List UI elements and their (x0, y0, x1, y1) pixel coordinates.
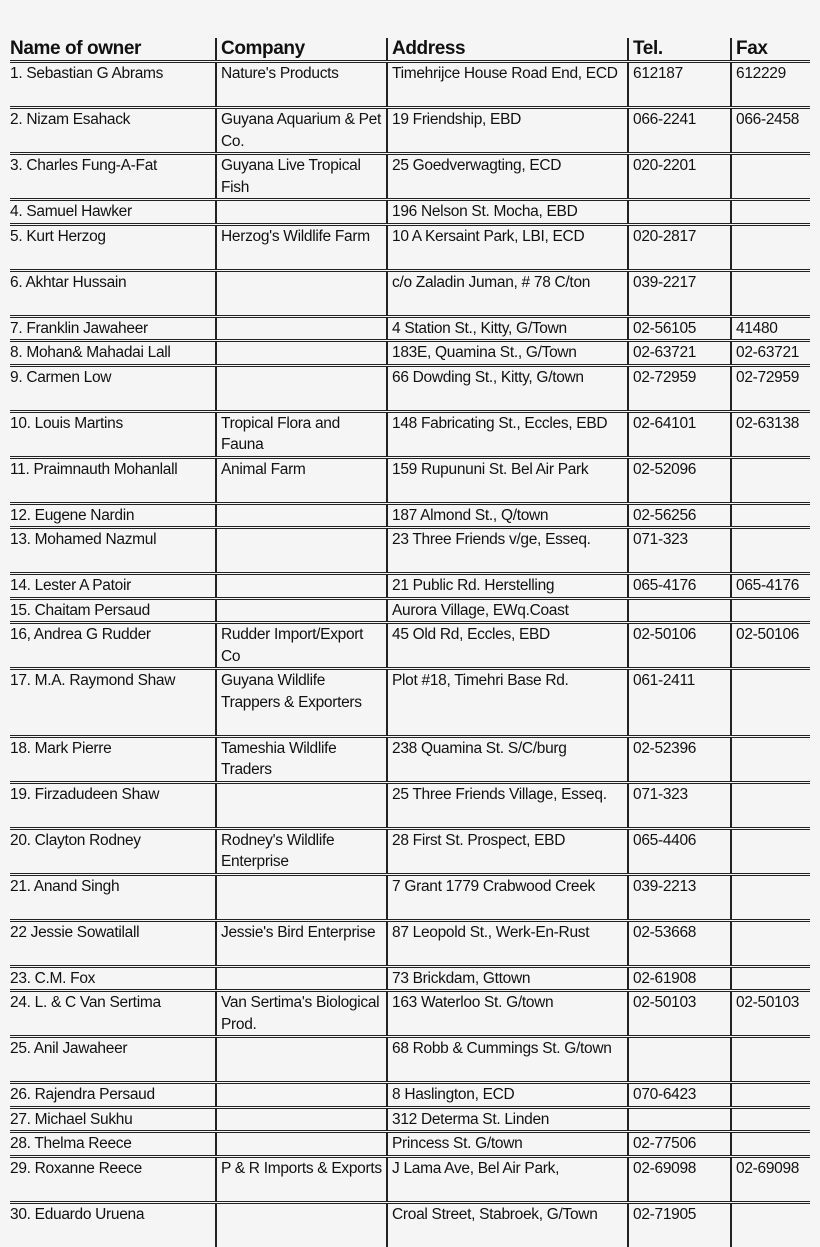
cell-tel: 02-72959 (628, 365, 731, 411)
cell-company: Van Sertima's Biological Prod. (216, 991, 387, 1037)
cell-company: Guyana Aquarium & Pet Co. (216, 108, 387, 154)
cell-company: Jessie's Bird Enterprise (216, 920, 387, 966)
header-tel: Tel. (628, 38, 731, 62)
table-row (10, 1083, 810, 1108)
cell-fax (731, 154, 810, 200)
cell-name: 23. C.M. Fox (10, 966, 216, 991)
cell-name: 25. Anil Jawaheer (10, 1037, 216, 1083)
cell-tel: 071-323 (628, 528, 731, 574)
cell-company (216, 270, 387, 316)
cell-fax (731, 270, 810, 316)
cell-fax: 02-63138 (731, 411, 810, 457)
cell-tel: 02-69098 (628, 1156, 731, 1202)
cell-name: 8. Mohan& Mahadai Lall (10, 341, 216, 366)
cell-company (216, 874, 387, 920)
table-row (10, 200, 810, 225)
cell-name: 2. Nizam Esahack (10, 108, 216, 154)
table-row (10, 874, 810, 920)
cell-fax (731, 503, 810, 528)
cell-address: 25 Three Friends Village, Esseq. (387, 782, 628, 828)
cell-name: 14. Lester A Patoir (10, 574, 216, 599)
table-row (10, 1202, 810, 1247)
cell-fax (731, 528, 810, 574)
cell-name: 28. Thelma Reece (10, 1132, 216, 1157)
cell-address: 28 First St. Prospect, EBD (387, 828, 628, 874)
cell-company (216, 574, 387, 599)
cell-address: 7 Grant 1779 Crabwood Creek (387, 874, 628, 920)
cell-name: 24. L. & C Van Sertima (10, 991, 216, 1037)
table-row (10, 669, 810, 737)
cell-company: Nature's Products (216, 62, 387, 108)
cell-fax (731, 1107, 810, 1132)
cell-address: 73 Brickdam, Gttown (387, 966, 628, 991)
cell-address: 10 A Kersaint Park, LBI, ECD (387, 224, 628, 270)
cell-fax (731, 782, 810, 828)
table-row (10, 966, 810, 991)
cell-tel: 065-4176 (628, 574, 731, 599)
cell-company: Tameshia Wildlife Traders (216, 736, 387, 782)
cell-name: 6. Akhtar Hussain (10, 270, 216, 316)
table-row (10, 574, 810, 599)
cell-company (216, 1132, 387, 1157)
cell-company (216, 503, 387, 528)
cell-name: 1. Sebastian G Abrams (10, 62, 216, 108)
cell-company (216, 200, 387, 225)
cell-tel: 070-6423 (628, 1083, 731, 1108)
cell-fax: 612229 (731, 62, 810, 108)
cell-fax: 02-63721 (731, 341, 810, 366)
cell-fax (731, 669, 810, 737)
table-row (10, 365, 810, 411)
header-address: Address (387, 38, 628, 62)
cell-address: 4 Station St., Kitty, G/Town (387, 316, 628, 341)
table-row (10, 108, 810, 154)
cell-fax (731, 598, 810, 623)
table-body (10, 62, 810, 1247)
cell-tel: 061-2411 (628, 669, 731, 737)
cell-address: Aurora Village, EWq.Coast (387, 598, 628, 623)
cell-name: 20. Clayton Rodney (10, 828, 216, 874)
cell-name: 19. Firzadudeen Shaw (10, 782, 216, 828)
cell-company (216, 782, 387, 828)
table-row (10, 411, 810, 457)
cell-fax (731, 874, 810, 920)
cell-tel: 02-61908 (628, 966, 731, 991)
cell-address: 312 Determa St. Linden (387, 1107, 628, 1132)
cell-tel: 612187 (628, 62, 731, 108)
cell-company (216, 1107, 387, 1132)
table-row (10, 991, 810, 1037)
cell-address: 87 Leopold St., Werk-En-Rust (387, 920, 628, 966)
cell-fax (731, 200, 810, 225)
cell-company: Guyana Live Tropical Fish (216, 154, 387, 200)
cell-tel: 02-56105 (628, 316, 731, 341)
cell-tel: 020-2817 (628, 224, 731, 270)
cell-name: 12. Eugene Nardin (10, 503, 216, 528)
cell-fax (731, 920, 810, 966)
cell-fax (731, 736, 810, 782)
cell-address: J Lama Ave, Bel Air Park, (387, 1156, 628, 1202)
cell-fax: 02-50106 (731, 623, 810, 669)
cell-address: 68 Robb & Cummings St. G/town (387, 1037, 628, 1083)
cell-fax (731, 224, 810, 270)
cell-company: Animal Farm (216, 457, 387, 503)
cell-company (216, 365, 387, 411)
table-row (10, 457, 810, 503)
cell-company (216, 1083, 387, 1108)
cell-address: 159 Rupununi St. Bel Air Park (387, 457, 628, 503)
cell-company (216, 316, 387, 341)
table-row (10, 828, 810, 874)
cell-tel (628, 200, 731, 225)
cell-tel (628, 1037, 731, 1083)
cell-name: 18. Mark Pierre (10, 736, 216, 782)
cell-company (216, 528, 387, 574)
cell-tel: 065-4406 (628, 828, 731, 874)
cell-name: 9. Carmen Low (10, 365, 216, 411)
cell-tel: 071-323 (628, 782, 731, 828)
cell-tel: 02-64101 (628, 411, 731, 457)
table-row (10, 62, 810, 108)
cell-company: Rudder Import/Export Co (216, 623, 387, 669)
table-row (10, 316, 810, 341)
table-row (10, 341, 810, 366)
cell-name: 4. Samuel Hawker (10, 200, 216, 225)
cell-address: 148 Fabricating St., Eccles, EBD (387, 411, 628, 457)
cell-tel (628, 598, 731, 623)
table-row (10, 154, 810, 200)
cell-tel: 02-56256 (628, 503, 731, 528)
cell-address: Plot #18, Timehri Base Rd. (387, 669, 628, 737)
cell-tel: 02-63721 (628, 341, 731, 366)
cell-fax (731, 828, 810, 874)
cell-tel (628, 1107, 731, 1132)
table-header-row (10, 38, 810, 62)
cell-fax (731, 1202, 810, 1247)
cell-fax: 065-4176 (731, 574, 810, 599)
cell-name: 27. Michael Sukhu (10, 1107, 216, 1132)
table-row (10, 782, 810, 828)
cell-company (216, 341, 387, 366)
cell-fax: 02-50103 (731, 991, 810, 1037)
cell-company: Rodney's Wildlife Enterprise (216, 828, 387, 874)
cell-company (216, 1202, 387, 1247)
cell-name: 7. Franklin Jawaheer (10, 316, 216, 341)
cell-address: 183E, Quamina St., G/Town (387, 341, 628, 366)
table-row (10, 1132, 810, 1157)
cell-name: 21. Anand Singh (10, 874, 216, 920)
cell-tel: 02-50103 (628, 991, 731, 1037)
cell-fax (731, 457, 810, 503)
cell-company: P & R Imports & Exports (216, 1156, 387, 1202)
header-name-of-owner: Name of owner (10, 38, 216, 62)
cell-address: c/o Zaladin Juman, # 78 C/ton (387, 270, 628, 316)
table-row (10, 736, 810, 782)
table-row (10, 224, 810, 270)
cell-tel: 039-2213 (628, 874, 731, 920)
cell-name: 3. Charles Fung-A-Fat (10, 154, 216, 200)
cell-tel: 02-53668 (628, 920, 731, 966)
table-row (10, 270, 810, 316)
cell-fax: 02-69098 (731, 1156, 810, 1202)
cell-address: 8 Haslington, ECD (387, 1083, 628, 1108)
header-fax: Fax (731, 38, 810, 62)
cell-address: 187 Almond St., Q/town (387, 503, 628, 528)
cell-address: 238 Quamina St. S/C/burg (387, 736, 628, 782)
cell-name: 26. Rajendra Persaud (10, 1083, 216, 1108)
owner-directory-table (10, 38, 810, 1247)
cell-address: 21 Public Rd. Herstelling (387, 574, 628, 599)
cell-name: 29. Roxanne Reece (10, 1156, 216, 1202)
cell-tel: 02-71905 (628, 1202, 731, 1247)
cell-fax: 41480 (731, 316, 810, 341)
cell-tel: 02-52096 (628, 457, 731, 503)
cell-name: 17. M.A. Raymond Shaw (10, 669, 216, 737)
cell-tel: 02-52396 (628, 736, 731, 782)
cell-tel: 066-2241 (628, 108, 731, 154)
table-row (10, 1156, 810, 1202)
header-company: Company (216, 38, 387, 62)
table-row (10, 1037, 810, 1083)
cell-name: 11. Praimnauth Mohanlall (10, 457, 216, 503)
table-row (10, 1107, 810, 1132)
cell-address: Princess St. G/town (387, 1132, 628, 1157)
cell-name: 13. Mohamed Nazmul (10, 528, 216, 574)
cell-address: 45 Old Rd, Eccles, EBD (387, 623, 628, 669)
cell-company: Guyana Wildlife Trappers & Exporters (216, 669, 387, 737)
cell-address: 66 Dowding St., Kitty, G/town (387, 365, 628, 411)
cell-company (216, 1037, 387, 1083)
cell-tel: 039-2217 (628, 270, 731, 316)
cell-address: 163 Waterloo St. G/town (387, 991, 628, 1037)
table-row (10, 528, 810, 574)
cell-company (216, 598, 387, 623)
cell-address: 19 Friendship, EBD (387, 108, 628, 154)
table-row (10, 623, 810, 669)
cell-name: 15. Chaitam Persaud (10, 598, 216, 623)
cell-fax (731, 1132, 810, 1157)
cell-name: 30. Eduardo Uruena (10, 1205, 145, 1223)
table-row (10, 598, 810, 623)
cell-tel: 020-2201 (628, 154, 731, 200)
cell-company (216, 966, 387, 991)
cell-name: 5. Kurt Herzog (10, 224, 216, 270)
cell-fax: 066-2458 (731, 108, 810, 154)
cell-address: 23 Three Friends v/ge, Esseq. (387, 528, 628, 574)
cell-tel: 02-50106 (628, 623, 731, 669)
table-row (10, 920, 810, 966)
cell-fax (731, 1037, 810, 1083)
cell-fax (731, 966, 810, 991)
table-row (10, 503, 810, 528)
cell-fax (731, 1083, 810, 1108)
cell-address: 196 Nelson St. Mocha, EBD (387, 200, 628, 225)
cell-company: Tropical Flora and Fauna (216, 411, 387, 457)
cell-name: 10. Louis Martins (10, 411, 216, 457)
cell-address: Timehrijce House Road End, ECD (387, 62, 628, 108)
cell-tel: 02-77506 (628, 1132, 731, 1157)
cell-name: 16, Andrea G Rudder (10, 623, 216, 669)
cell-fax: 02-72959 (731, 365, 810, 411)
cell-address: Croal Street, Stabroek, G/Town (387, 1202, 628, 1247)
cell-address: 25 Goedverwagting, ECD (387, 154, 628, 200)
cell-company: Herzog's Wildlife Farm (216, 224, 387, 270)
cell-name: 22 Jessie Sowatilall (10, 920, 216, 966)
owner-directory-document (10, 38, 810, 1247)
